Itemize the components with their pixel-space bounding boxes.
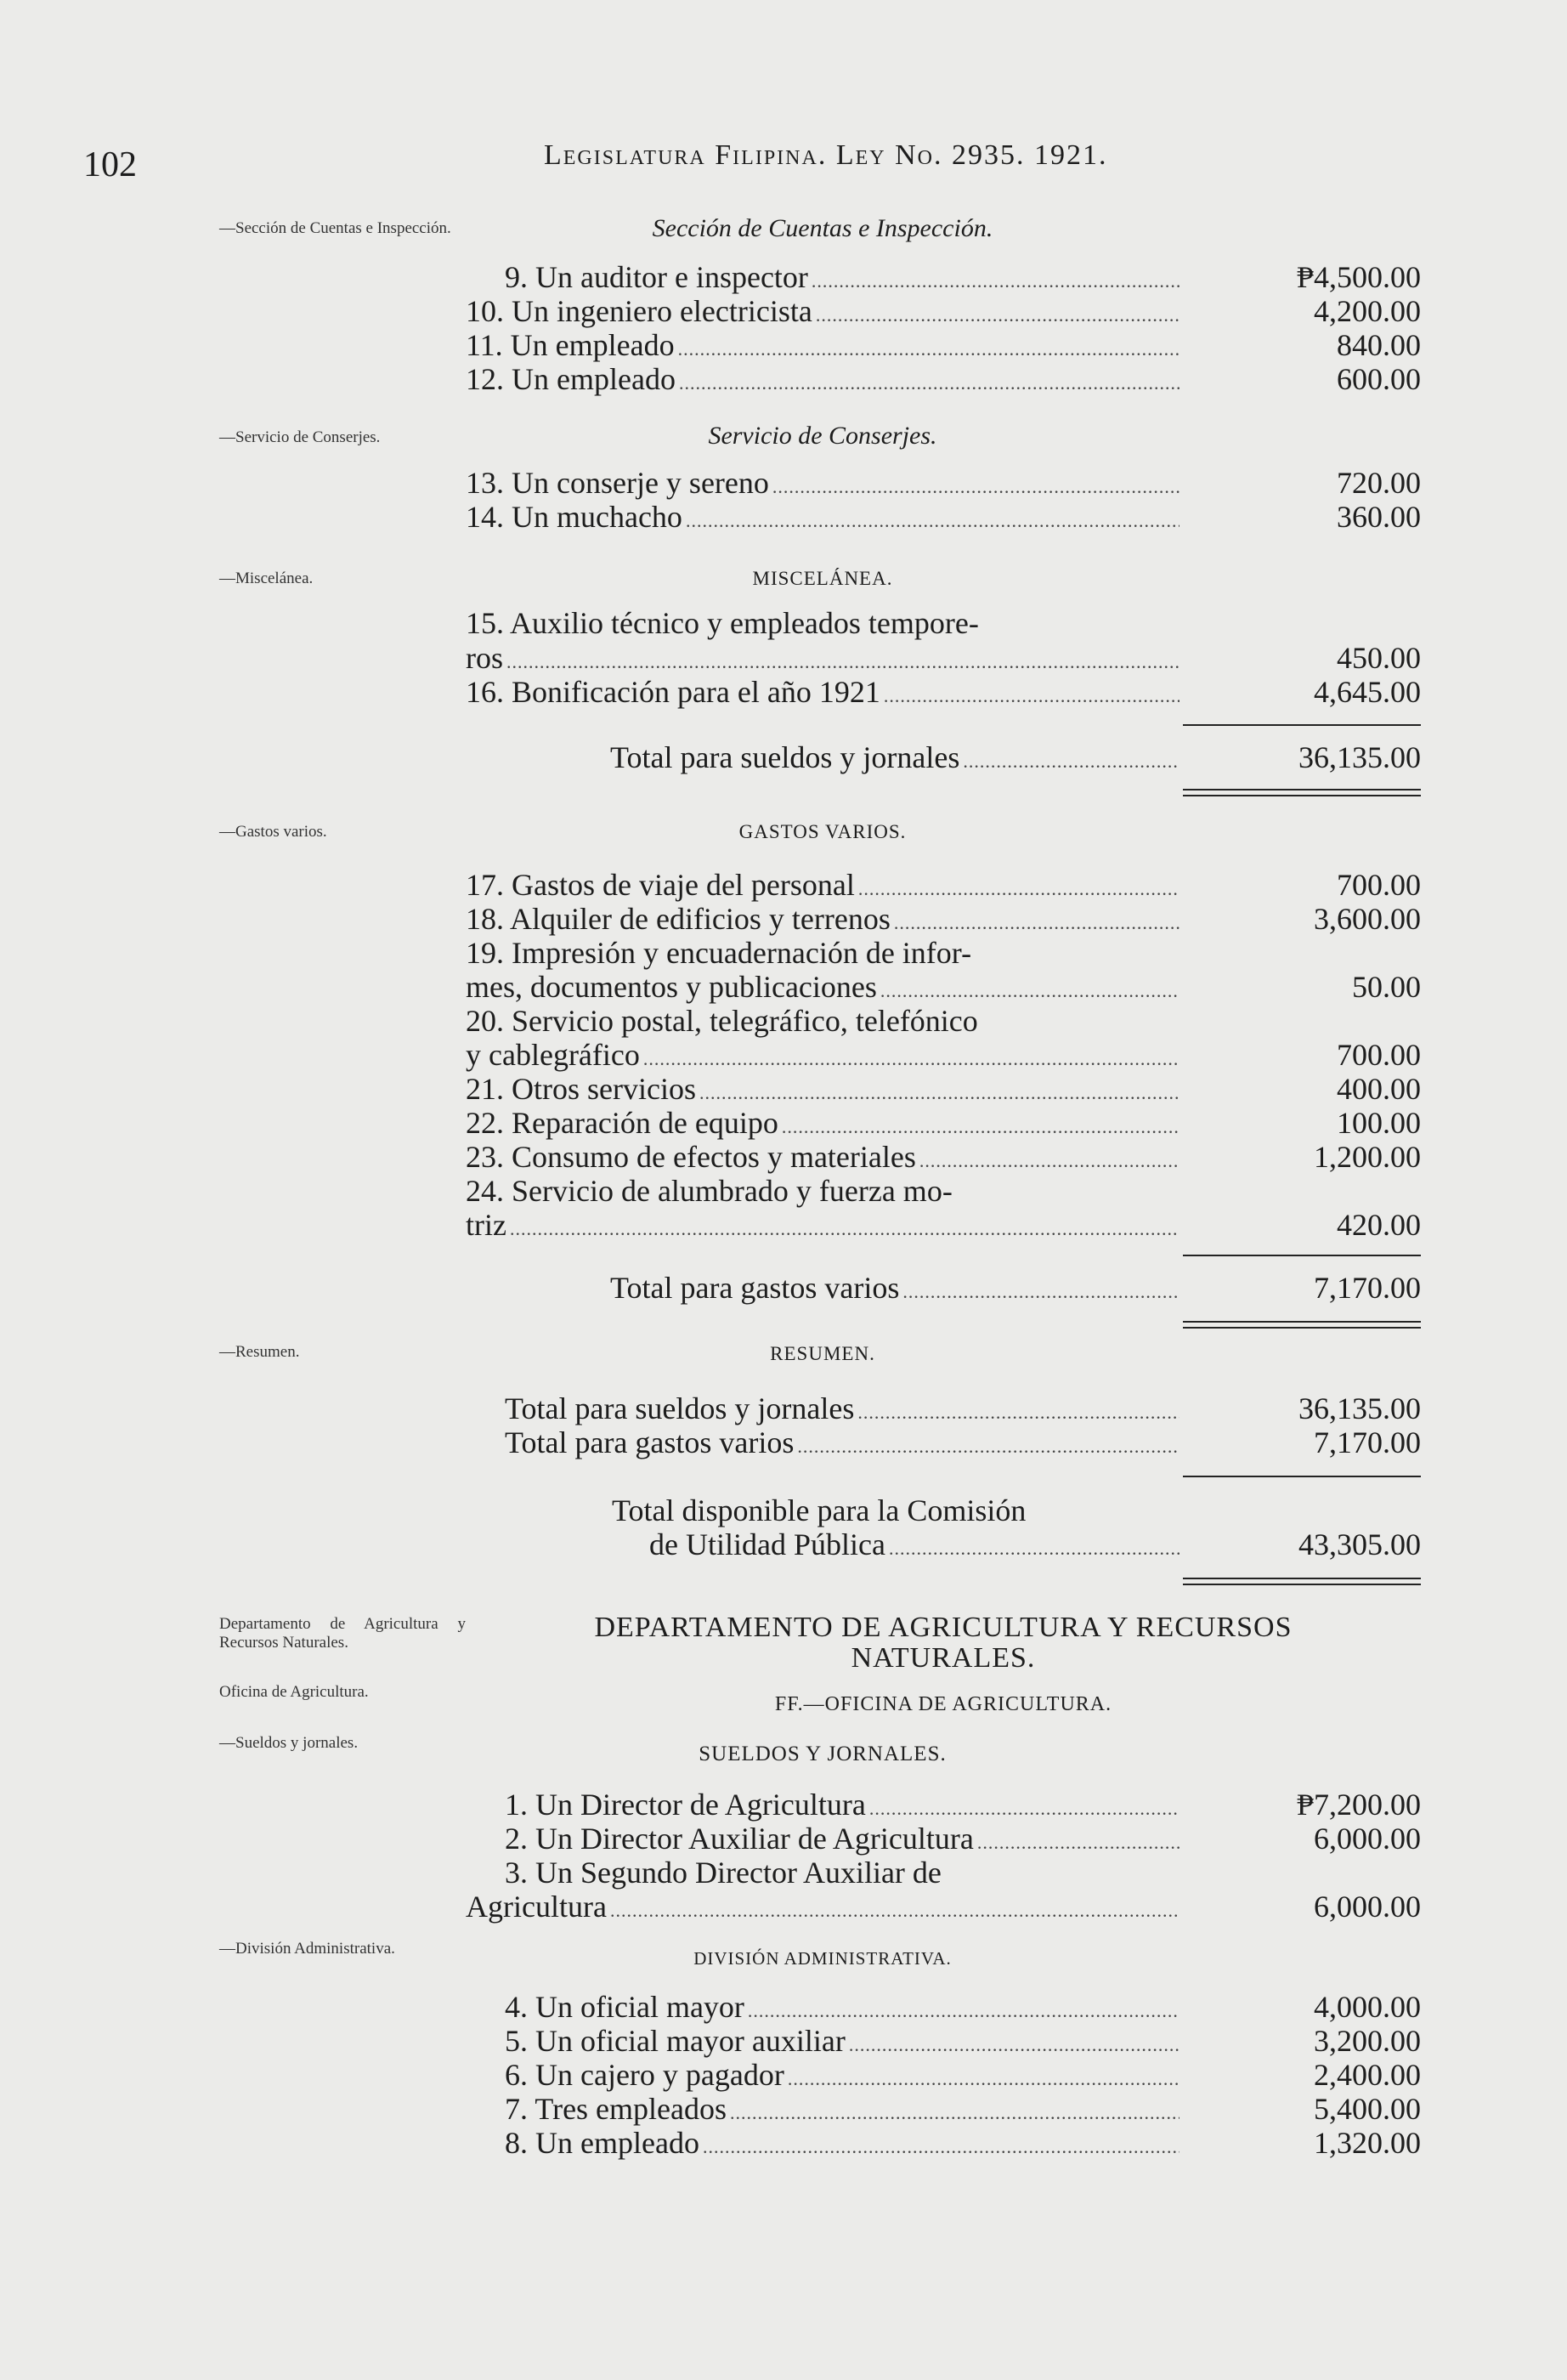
heading-conserjes: Servicio de Conserjes. [708,422,937,450]
line-item: 21. Otros servicios ..... 400.00 [466,1071,1421,1107]
total-line: Total para sueldos y jornales ..... 36,135.00 [466,740,1421,775]
line-item: 7. Tres empleados ..... 5,400.00 [466,2091,1421,2127]
margin-note-sueldos: —Sueldos y jornales. [219,1734,359,1752]
line-item-continuation: 15. Auxilio técnico y empleados tempore- [466,606,979,640]
line-item: 1. Un Director de Agricultura ..... ₱7,200.00 [466,1787,1421,1822]
margin-note-departamento: Departamento de Agricultura y Recursos Naturales. [219,1615,466,1652]
line-item: 6. Un cajero y pagador ..... 2,400.00 [466,2057,1421,2093]
line-item: 2. Un Director Auxiliar de Agricultura ..... 6,000.00 [466,1821,1421,1856]
line-item: 4. Un oficial mayor ..... 4,000.00 [466,1989,1421,2025]
heading-gastos: GASTOS VARIOS. [738,821,907,842]
margin-note-gastos: —Gastos varios. [219,823,327,841]
margin-note-oficina: Oficina de Agricultura. [219,1683,369,1701]
line-item: 11. Un empleado ..... 840.00 [466,327,1421,363]
heading-resumen: RESUMEN. [770,1343,875,1364]
sum-rule [1183,1255,1421,1256]
running-head: Legislatura Filipina. Ley No. 2935. 1921. [544,139,1108,171]
heading-oficina: FF.—OFICINA DE AGRICULTURA. [774,1693,1112,1715]
line-item: 9. Un auditor e inspector ..... ₱4,500.00 [466,259,1421,295]
double-rule [1183,789,1421,796]
heading-departamento-line1: DEPARTAMENTO DE AGRICULTURA Y RECURSOS [594,1612,1293,1643]
line-item-continuation: 24. Servicio de alumbrado y fuerza mo- [466,1174,953,1208]
sum-rule [1183,724,1421,726]
line-item: mes, documentos y publicaciones ..... 50.00 [466,969,1421,1005]
line-item: Total para sueldos y jornales ..... 36,135.00 [466,1391,1421,1426]
line-item: 5. Un oficial mayor auxiliar ..... 3,200.00 [466,2023,1421,2059]
sum-rule [1183,1476,1421,1477]
margin-note-division: —División Administrativa. [219,1940,395,1958]
heading-miscelanea: MISCELÁNEA. [752,568,893,589]
line-item: y cablegráfico ..... 700.00 [466,1037,1421,1073]
line-item-continuation: 3. Un Segundo Director Auxiliar de [505,1856,942,1890]
line-item: 10. Un ingeniero electricista ..... 4,200.00 [466,293,1421,329]
double-rule [1183,1321,1421,1329]
line-item: triz ..... 420.00 [466,1207,1421,1243]
total-line: de Utilidad Pública ..... 43,305.00 [466,1527,1421,1562]
page-number: 102 [83,145,137,184]
line-item-continuation: 20. Servicio postal, telegráfico, telefónico [466,1004,978,1038]
line-item: 18. Alquiler de edificios y terrenos ..... 3,600.00 [466,901,1421,937]
line-item-continuation: 19. Impresión y encuadernación de infor- [466,936,972,970]
line-item: 8. Un empleado ..... 1,320.00 [466,2125,1421,2161]
line-item: 22. Reparación de equipo ..... 100.00 [466,1105,1421,1141]
margin-note-resumen: —Resumen. [219,1343,300,1361]
heading-departamento-line2: NATURALES. [851,1642,1036,1674]
double-rule [1183,1578,1421,1585]
margin-note-cuentas: —Sección de Cuentas e Inspección. [219,219,451,237]
margin-note-miscelanea: —Miscelánea. [219,570,314,587]
line-item: Total para gastos varios ..... 7,170.00 [466,1425,1421,1460]
line-item: 13. Un conserje y sereno ..... 720.00 [466,465,1421,501]
line-item: 17. Gastos de viaje del personal ..... 700.00 [466,867,1421,903]
heading-division: DIVISIÓN ADMINISTRATIVA. [693,1948,952,1969]
total-line: Total para gastos varios ..... 7,170.00 [466,1270,1421,1306]
line-item: 23. Consumo de efectos y materiales ..... 1,200.00 [466,1139,1421,1175]
line-item: 14. Un muchacho ..... 360.00 [466,499,1421,535]
margin-note-conserjes: —Servicio de Conserjes. [219,428,381,446]
total-line-continuation: Total disponible para la Comisión [612,1493,1027,1527]
line-item: 12. Un empleado ..... 600.00 [466,361,1421,397]
line-item: Agricultura ..... 6,000.00 [466,1889,1421,1924]
line-item: 16. Bonificación para el año 1921 ..... 4,645.00 [466,674,1421,710]
line-item: ros ..... 450.00 [466,640,1421,676]
heading-cuentas: Sección de Cuentas e Inspección. [652,214,993,242]
heading-sueldos: SUELDOS Y JORNALES. [699,1742,947,1765]
